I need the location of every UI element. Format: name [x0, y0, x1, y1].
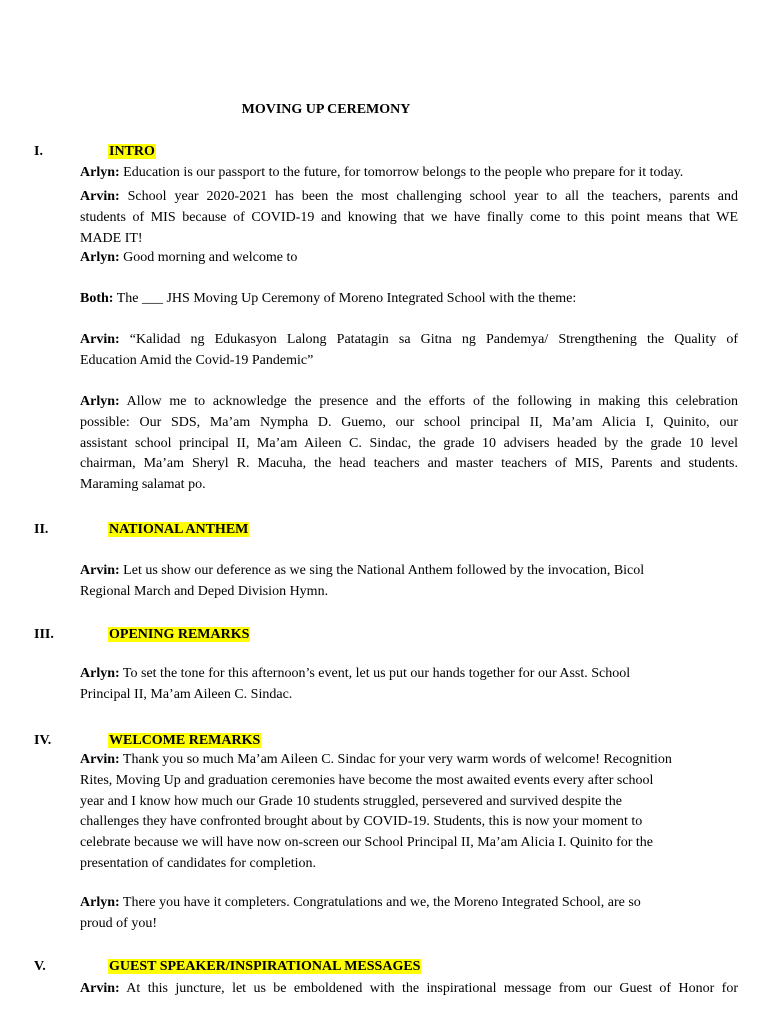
section-heading-opening-remarks	[34, 625, 250, 646]
document-title: MOVING UP CEREMONY	[241, 102, 411, 117]
paragraph	[80, 187, 738, 249]
section-title: OPENING REMARKS	[109, 627, 250, 642]
speaker-label: Arvin:	[80, 563, 120, 578]
paragraph-line: Arlyn: To set the tone for this afternoon’s event, let us put our hands together for our Asst. School	[80, 666, 631, 681]
section-number: IV.	[34, 733, 52, 748]
paragraph-line: students of MIS because of COVID-19 and knowing that we have finally come to this point means that WE	[80, 209, 738, 225]
section-number: II.	[34, 522, 49, 537]
section-title: INTRO	[109, 144, 155, 159]
paragraph-text: Good morning and welcome to	[123, 250, 298, 265]
paragraph-line: possible: Our SDS, Ma’am Nympha D. Guemo, our school principal II, Ma’am Alicia I, Quinito, our	[80, 414, 738, 430]
paragraph	[80, 979, 738, 1000]
speaker-label: Arlyn:	[80, 250, 120, 265]
paragraph-line: year and I know how much our Grade 10 students struggled, persevered and survived despite the	[80, 793, 622, 809]
paragraph-line: Arvin: At this juncture, let us be emboldened with the inspirational message from our Guest of Honor for	[80, 981, 738, 996]
speaker-label: Arlyn:	[80, 666, 120, 681]
section-heading-national-anthem	[34, 520, 249, 541]
paragraph-line: proud of you!	[80, 915, 157, 931]
speaker-label: Arvin:	[80, 332, 120, 347]
paragraph	[80, 392, 738, 496]
speaker-label: Arlyn:	[80, 165, 120, 180]
paragraph	[80, 289, 738, 310]
paragraph-line: MADE IT!	[80, 230, 143, 246]
paragraph-line: Principal II, Ma’am Aileen C. Sindac.	[80, 686, 293, 702]
section-heading-welcome-remarks	[34, 731, 261, 752]
section-heading-intro	[34, 142, 156, 163]
section-heading-guest-speaker	[34, 957, 421, 978]
speaker-label: Both:	[80, 291, 114, 306]
paragraph	[80, 893, 738, 935]
paragraph	[80, 750, 738, 875]
section-number: III.	[34, 627, 54, 642]
paragraph	[80, 561, 738, 603]
section-number: V.	[34, 959, 46, 974]
section-title: GUEST SPEAKER/INSPIRATIONAL MESSAGES	[109, 959, 421, 974]
paragraph-line: Arvin: “Kalidad ng Edukasyon Lalong Patatagin sa Gitna ng Pandemya/ Strengthening the Quality of	[80, 332, 738, 347]
paragraph-line: Arlyn: There you have it completers. Congratulations and we, the Moreno Integrated School, are so	[80, 895, 641, 910]
section-number: I.	[34, 144, 43, 159]
speaker-label: Arvin:	[80, 752, 120, 767]
paragraph-line: Arlyn: Allow me to acknowledge the presence and the efforts of the following in making this celebration	[80, 394, 738, 409]
paragraph-line: Maraming salamat po.	[80, 477, 206, 493]
paragraph-line: challenges they have confronted brought about by COVID-19. Students, this is now your moment to	[80, 814, 643, 830]
paragraph	[80, 163, 738, 184]
paragraph-line: Arvin: Let us show our deference as we sing the National Anthem followed by the invocation, Bicol	[80, 563, 645, 578]
speaker-label: Arlyn:	[80, 394, 120, 409]
paragraph	[80, 248, 738, 269]
section-title: WELCOME REMARKS	[109, 733, 261, 748]
paragraph-line: assistant school principal II, Ma’am Aileen C. Sindac, the grade 10 advisers headed by the grade 10 level	[80, 435, 738, 451]
speaker-label: Arlyn:	[80, 895, 120, 910]
paragraph-line: Education Amid the Covid-19 Pandemic”	[80, 352, 314, 368]
paragraph-line: chairman, Ma’am Sheryl R. Macuha, the head teachers and master teachers of MIS, Parents and students.	[80, 456, 738, 472]
paragraph-line: Arvin: Thank you so much Ma’am Aileen C. Sindac for your very warm words of welcome! Recognition	[80, 752, 672, 767]
paragraph	[80, 664, 738, 706]
paragraph-line: Rites, Moving Up and graduation ceremonies have become the most awaited events every after school	[80, 772, 654, 788]
section-title: NATIONAL ANTHEM	[109, 522, 249, 537]
paragraph-line: Regional March and Deped Division Hymn.	[80, 583, 329, 599]
speaker-label: Arvin:	[80, 981, 120, 996]
paragraph-text: Education is our passport to the future, for tomorrow belongs to the people who prepare for it today.	[123, 165, 684, 180]
speaker-label: Arvin:	[80, 189, 120, 204]
paragraph-text: The ___ JHS Moving Up Ceremony of Moreno Integrated School with the theme:	[116, 291, 577, 306]
paragraph-line: Arvin: School year 2020-2021 has been the most challenging school year to all the teachers, parents and	[80, 189, 739, 204]
paragraph-line: presentation of candidates for completion.	[80, 855, 316, 871]
paragraph-line: celebrate because we will have now on-screen our School Principal II, Ma’am Alicia I. Quinito for the	[80, 835, 654, 851]
paragraph	[80, 330, 738, 372]
